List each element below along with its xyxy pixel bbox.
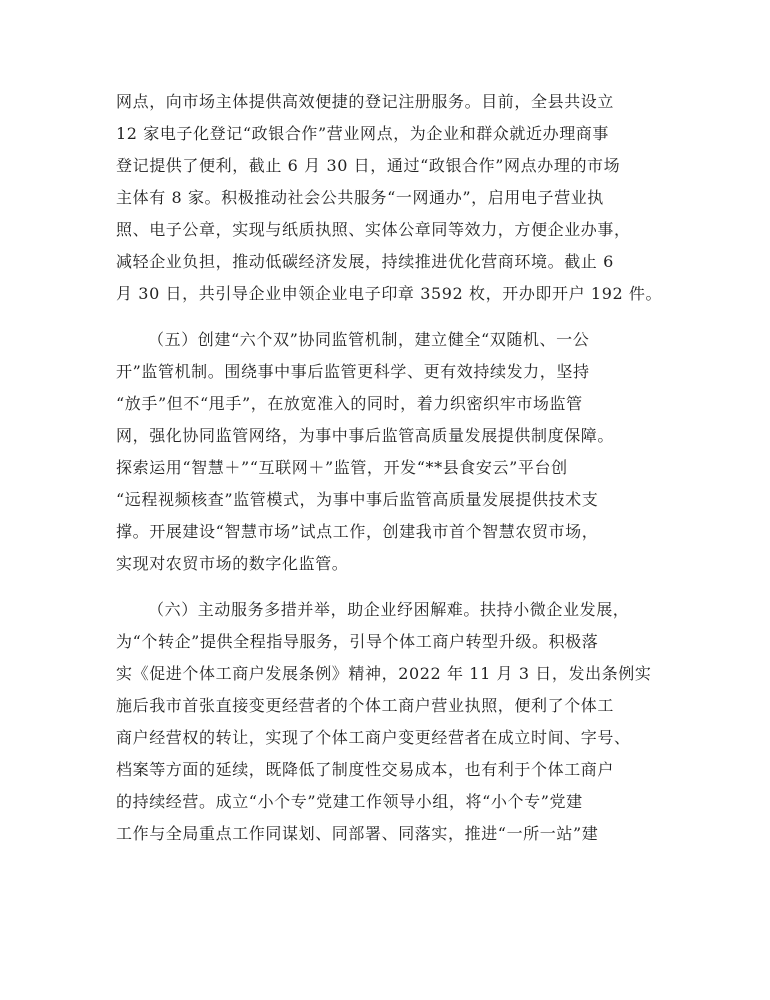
- text-line: 12 家电子化登记“政银合作”营业网点，为企业和群众就近办理商事: [116, 124, 610, 143]
- text-line: 商户经营权的转让，实现了个体工商户变更经营者在成立时间、字号、: [116, 728, 631, 747]
- text-line: 登记提供了便利，截止 6 月 30 日，通过“政银合作”网点办理的市场: [116, 156, 621, 175]
- text-line: 网点，向市场主体提供高效便捷的登记注册服务。目前，全县共设立: [116, 92, 615, 111]
- paragraph-3: [116, 594, 656, 850]
- text-line: “远程视频核查”监管模式，为事中事后监管高质量发展提供技术支: [116, 490, 599, 509]
- paragraph-1: [116, 86, 663, 310]
- text-line: 实《促进个体工商户发展条例》精神，2022 年 11 月 3 日，发出条例实: [116, 664, 652, 683]
- text-line: 实现对农贸市场的数字化监管。: [116, 554, 349, 573]
- text-line: 开”监管机制。围绕事中事后监管更科学、更有效持续发力，坚持: [116, 362, 590, 381]
- text-line: 撑。开展建设“智慧市场”试点工作，创建我市首个智慧农贸市场，: [116, 522, 599, 541]
- text-line: 照、电子公章，实现与纸质执照、实体公章同等效力，方便企业办事，: [116, 220, 631, 239]
- text-line: 主体有 8 家。积极推动社会公共服务“一网通办”，启用电子营业执: [116, 188, 604, 207]
- paragraph-2: [116, 324, 656, 580]
- text-line: 的持续经营。成立“小个专”党建工作领导小组，将“小个专”党建: [116, 792, 583, 811]
- text-line: 为“个转企”提供全程指导服务，引导个体工商户转型升级。积极落: [116, 632, 599, 651]
- text-line: “放手”但不“甩手”，在放宽准入的同时，着力织密织牢市场监管: [116, 394, 583, 413]
- text-line: 施后我市首张直接变更经营者的个体工商户营业执照，便利了个体工: [116, 696, 615, 715]
- text-line: 月 30 日，共引导企业申领企业电子印章 3592 枚，开办即开户 192 件。: [116, 284, 663, 303]
- text-line: 减轻企业负担，推动低碳经济发展，持续推进优化营商环境。截止 6: [116, 252, 614, 271]
- text-line-first: （六）主动服务多措并举，助企业纾困解难。扶持小微企业发展，: [148, 600, 630, 619]
- text-line: 档案等方面的延续，既降低了制度性交易成本，也有利于个体工商户: [116, 760, 615, 779]
- body-text: [116, 86, 663, 850]
- text-line: 探索运用“智慧＋”“互联网＋”监管，开发“**县食安云”平台创: [116, 458, 568, 477]
- text-line-first: （五）创建“六个双”协同监管机制，建立健全“双随机、一公: [148, 330, 590, 349]
- text-line: 工作与全局重点工作同谋划、同部署、同落实，推进“一所一站”建: [116, 824, 599, 843]
- paragraph-spacer: [116, 580, 656, 594]
- paragraph-spacer: [116, 310, 656, 324]
- text-line: 网，强化协同监管网络，为事中事后监管高质量发展提供制度保障。: [116, 426, 615, 445]
